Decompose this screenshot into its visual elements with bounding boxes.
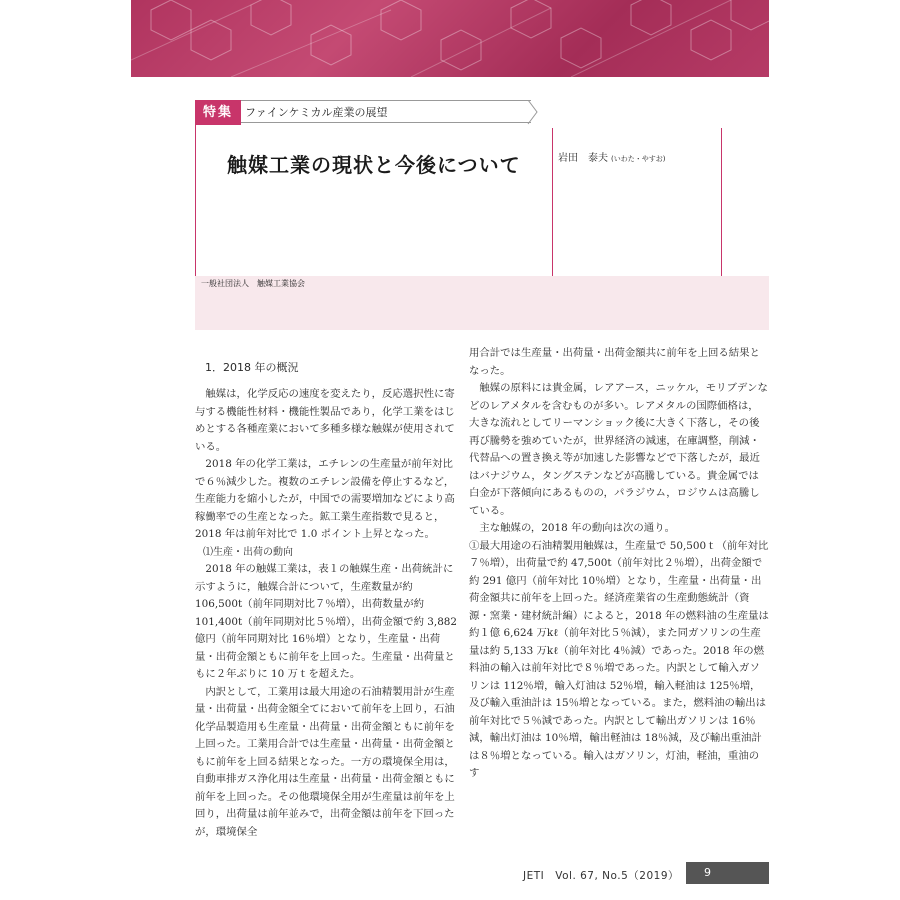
author xyxy=(558,149,665,164)
paragraph: 2018 年の触媒工業は，表１の触媒生産・出荷統計に示すように，触媒合計について，生産数量が約 106,500t（前年同期対比７％増），出荷数量が約 101,400t（前年同期対比５％増），出荷金額で約 3,882 億円（前年同期対比 16％増）となり，生産量・出荷量・出荷金額ともに前年を上回った。生産量・出荷量ともに２年ぶりに 10 万ｔを超えた。 xyxy=(195,563,458,680)
article-header xyxy=(195,96,769,330)
section-heading: 1．2018 年の概況 xyxy=(205,361,299,374)
hexagon-pattern xyxy=(131,0,769,77)
paragraph: 内訳として，工業用は最大用途の石油精製用計が生産量・出荷量・出荷金額全てにおいて前年を上回り，石油化学品製造用も生産量・出荷量・出荷金額ともに前年を上回った。工業用合計では生産量・出荷量・出荷金額ともに前年を上回る結果となった。一方の環境保全用は，自動車排ガス浄化用は生産量・出荷量・出荷金額ともに前年を上回った。その他環境保全用が生産量は前年を上回り，出荷量は前年並みで，出荷金額は前年を下回ったが，環境保全 xyxy=(195,685,455,838)
page-number: 9 xyxy=(686,862,769,884)
header-right-divider xyxy=(721,128,722,276)
left-column xyxy=(195,357,459,841)
header-banner xyxy=(131,0,769,77)
series-title: ファインケミカル産業の展望 xyxy=(241,100,531,123)
journal-citation: JETI Vol. 67, No.5（2019） xyxy=(523,870,679,882)
feature-tag: 特集 xyxy=(195,100,241,125)
author-affiliation: 一般社団法人 触媒工業協会 xyxy=(201,279,305,288)
subsection-heading: ⑴生産・出荷の動向 xyxy=(203,546,293,558)
paragraph: 主な触媒の，2018 年の動向は次の通り。 xyxy=(469,522,675,534)
author-reading: (いわた・やすお) xyxy=(611,155,666,163)
paragraph: 触媒の原料には貴金属，レアアース，ニッケル，モリブデンなどのレアメタルを含むものが多い。レアメタルの国際価格は，大きな流れとしてリーマンショック後に大きく下落し，その後再び騰勢を強めていたが，世界経済の減速，在庫調整，削減・代替品への置き換え等が加速した影響などで下落したが，最近はバナジウム，タングステンなどが高騰している。貴金属では白金が下落傾向にあるものの，パラジウム，ロジウムは高騰している。 xyxy=(469,382,768,517)
paragraph: 2018 年の化学工業は，エチレンの生産量が前年対比で６％減少した。複数のエチレン設備を停止するなど，生産能力を縮小したが，中国での需要増加などにより高稼働率での生産となった。鉱工業生産指数で見ると，2018 年は前年対比で 1.0 ポイント上昇となった。 xyxy=(195,458,455,540)
right-column xyxy=(469,345,769,783)
header-divider xyxy=(552,128,553,276)
paragraph: 触媒は，化学反応の速度を変えたり，反応選択性に寄与する機能性材料・機能性製品であり，化学工業をはじめとする各種産業において多種多様な触媒が使用されている。 xyxy=(195,388,455,453)
paragraph: 用合計では生産量・出荷量・出荷金額共に前年を上回る結果となった。 xyxy=(469,347,760,377)
author-name: 岩田 泰夫 xyxy=(558,153,608,164)
article-title: 触媒工業の現状と今後について xyxy=(227,153,521,177)
chevron-right-icon xyxy=(527,100,539,125)
list-item: ①最大用途の石油精製用触媒は，生産量で 50,500ｔ（前年対比７％増），出荷量で約 47,500t（前年対比２％増），出荷金額で約 291 億円（前年対比 10％増）となり，生産量・出荷量・出荷金額共に前年を上回った。経済産業省の生産動態統計（資源・窯業・建材統計編）によると，2018 年の燃料油の生産量は約１億 6,624 万kℓ（前年対比５％減），また同ガソリンの生産量は約 5,133 万kℓ（前年対比 4％減）であった。2018 年の燃料油の輸入は前年対比で８％増であった。内訳として輸入ガソリンは 112％増，輸入灯油は 52％増，輸入軽油は 125％増，及び輸入重油計は 15％増となっている。また，燃料油の輸出は前年対比で５％減であった。内訳として輸出ガソリンは 16％減，輸出灯油は 10％増，輸出軽油は 18％減，及び輸出重油計は８％増となっている。輸入はガソリン，灯油，軽油，重油のす xyxy=(469,539,769,779)
